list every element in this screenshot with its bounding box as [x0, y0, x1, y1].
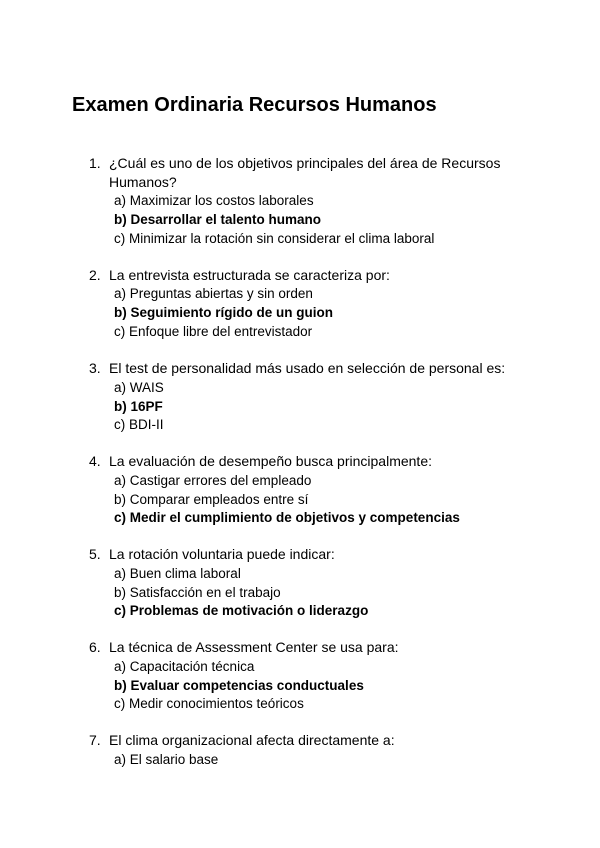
answer-option: c) Medir conocimientos teóricos — [114, 696, 304, 711]
answer-option-correct: b) Evaluar competencias conductuales — [114, 678, 364, 693]
question-number: 4. — [89, 453, 101, 469]
page-title: Examen Ordinaria Recursos Humanos — [72, 94, 437, 116]
answer-option: a) Castigar errores del empleado — [114, 473, 312, 488]
answer-option: a) WAIS — [114, 380, 164, 395]
question-text: La entrevista estructurada se caracteriza por: — [109, 267, 390, 283]
question-number: 3. — [89, 360, 101, 376]
answer-option: a) Preguntas abiertas y sin orden — [114, 286, 313, 301]
answer-option: a) El salario base — [114, 752, 219, 767]
answer-option: a) Capacitación técnica — [114, 659, 255, 674]
answer-option-correct: b) 16PF — [114, 399, 163, 414]
question-number: 5. — [89, 546, 101, 562]
question-text: La rotación voluntaria puede indicar: — [109, 546, 335, 562]
question-number: 2. — [89, 267, 101, 283]
question-text: La evaluación de desempeño busca principalmente: — [109, 453, 432, 469]
answer-option: c) Enfoque libre del entrevistador — [114, 324, 313, 339]
question-text: ¿Cuál es uno de los objetivos principales del área de Recursos Humanos? — [109, 155, 501, 190]
answer-option: b) Satisfacción en el trabajo — [114, 585, 281, 600]
question-number: 7. — [89, 732, 101, 748]
answer-option: b) Comparar empleados entre sí — [114, 492, 309, 507]
answer-option: c) BDI-II — [114, 417, 164, 432]
question-text: El test de personalidad más usado en selección de personal es: — [109, 360, 506, 376]
question-number: 1. — [89, 155, 101, 171]
answer-option-correct: c) Problemas de motivación o liderazgo — [114, 603, 369, 618]
answer-option: a) Maximizar los costos laborales — [114, 193, 314, 208]
answer-option-correct: b) Desarrollar el talento humano — [114, 212, 322, 227]
question-text: El clima organizacional afecta directamente a: — [109, 732, 395, 748]
question-text: La técnica de Assessment Center se usa para: — [109, 639, 399, 655]
question-number: 6. — [89, 639, 101, 655]
answer-option-correct: b) Seguimiento rígido de un guion — [114, 305, 333, 320]
answer-option-correct: c) Medir el cumplimiento de objetivos y competencias — [114, 510, 460, 525]
answer-option: a) Buen clima laboral — [114, 566, 241, 581]
answer-option: c) Minimizar la rotación sin considerar el clima laboral — [114, 231, 435, 246]
